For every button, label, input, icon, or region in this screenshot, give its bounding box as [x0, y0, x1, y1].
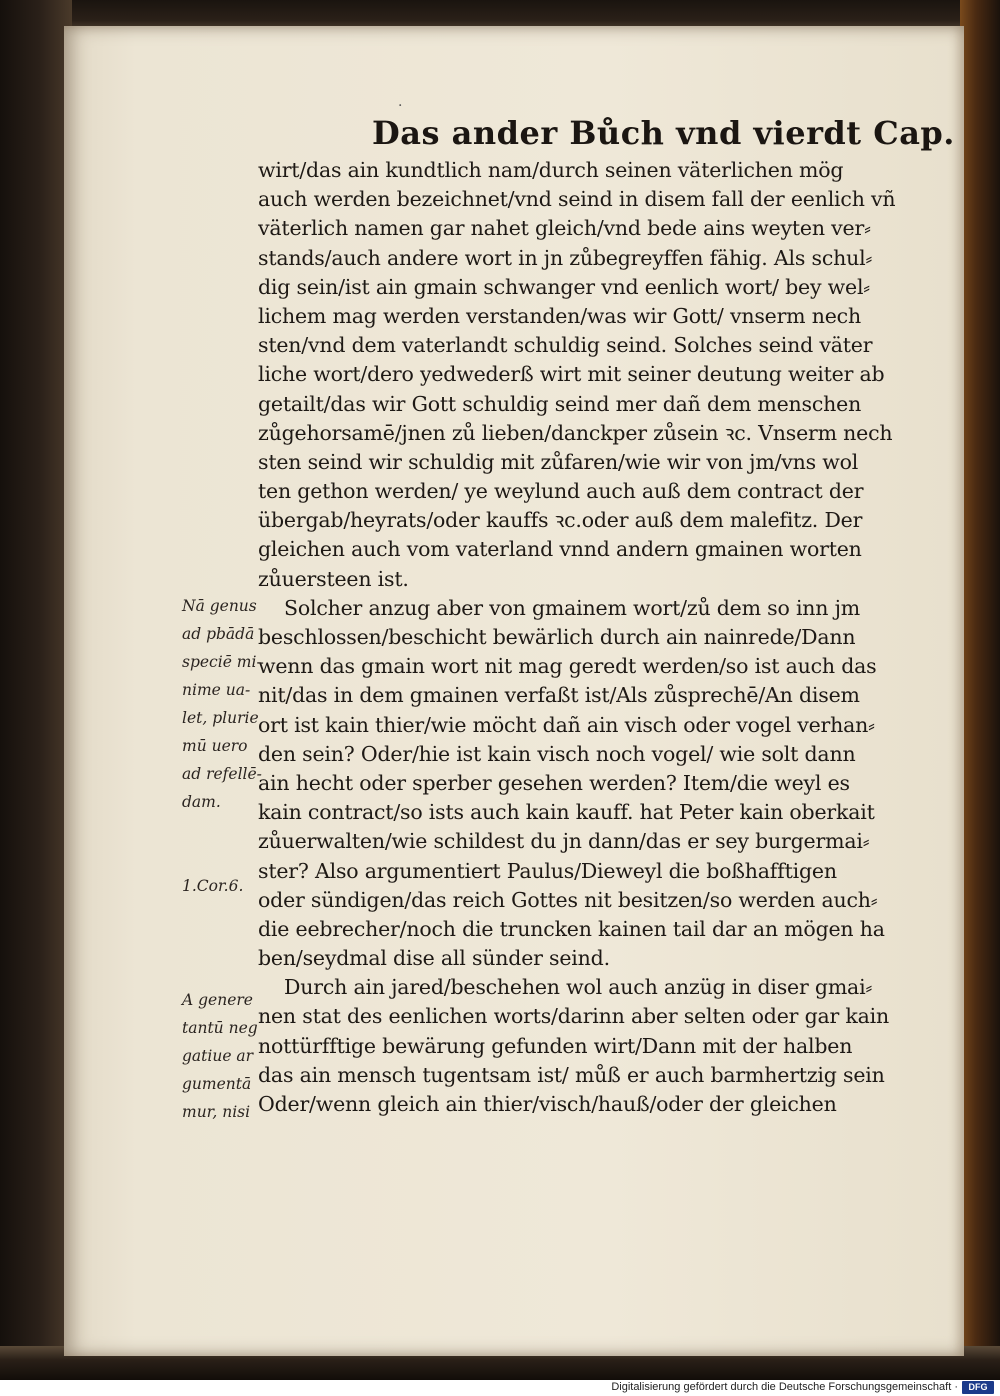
- dfg-logo: DFG: [962, 1381, 994, 1394]
- text-line: beschlossen/beschicht bewärlich durch ain nainrede/Dann: [258, 625, 856, 649]
- text-line: zůuersteen ist.: [258, 566, 409, 591]
- margin-line: ad pbādā: [182, 625, 255, 643]
- running-head: Das ander Bůch vnd vierdt Cap.: [372, 114, 955, 152]
- margin-note-cor: [182, 872, 272, 900]
- text-line: Durch ain jared/beschehen wol auch anzüg in diser gmai⸗: [284, 975, 873, 1000]
- text-line: stands/auch andere wort in jn zůbegreyffen fähig. Als schul⸗: [258, 245, 873, 270]
- text-line: übergab/heyrats/oder kauffs ꝛc.oder auß dem malefitz. Der: [258, 508, 863, 533]
- text-line: zůgehorsamē/jnen zů lieben/danckper zůsein ꝛc. Vnserm nech: [258, 420, 893, 445]
- margin-line: nime ua-: [182, 681, 251, 699]
- text-line: lichem mag werden verstanden/was wir Gott/ vnserm nech: [258, 303, 861, 328]
- margin-line: 1.Cor.6.: [182, 877, 244, 895]
- margin-line: let, plurie: [182, 709, 259, 727]
- text-line: ten gethon werden/ ye weylund auch auß dem contract der: [258, 479, 864, 504]
- text-line: ain hecht oder sperber gesehen werden? Item/die weyl es: [258, 770, 850, 795]
- text-line: kain contract/so ists auch kain kauff. hat Peter kain oberkait: [258, 800, 875, 825]
- margin-line: gatiue ar: [182, 1047, 254, 1065]
- text-line: Oder/wenn gleich ain thier/visch/hauß/oder der gleichen: [258, 1092, 837, 1116]
- scan-edge-right: [960, 0, 1000, 1380]
- margin-line: Nā genus: [182, 597, 257, 615]
- printer-mark: ·: [398, 98, 403, 114]
- text-line: dig sein/ist ain gmain schwanger vnd eenlich wort/ bey wel⸗: [258, 274, 870, 299]
- text-line: den sein? Oder/hie ist kain visch noch vogel/ wie solt dann: [258, 741, 856, 766]
- text-line: ort ist kain thier/wie möcht dañ ain visch oder vogel verhan⸗: [258, 712, 875, 737]
- funding-credit: Digitalisierung gefördert durch die Deutsche Forschungsgemeinschaft ·: [611, 1381, 958, 1393]
- margin-note-genus: [182, 592, 272, 816]
- text-line: oder sündigen/das reich Gottes nit besitzen/so werden auch⸗: [258, 887, 878, 912]
- margin-line: tantū neg: [182, 1019, 258, 1037]
- text-line: Solcher anzug aber von gmainem wort/zů dem so inn jm: [284, 595, 861, 620]
- text-line: sten seind wir schuldig mit zůfaren/wie wir von jm/vns wol: [258, 449, 859, 474]
- margin-note-genere: [182, 986, 272, 1126]
- text-line: ster? Also argumentiert Paulus/Dieweyl die boßhafftigen: [258, 858, 837, 883]
- text-line: zůuerwalten/wie schildest du jn dann/das er sey burgermai⸗: [258, 829, 870, 854]
- text-line: nottürfftige bewärung gefunden wirt/Dann mit der halben: [258, 1033, 853, 1058]
- margin-line: ad refellē-: [182, 765, 262, 783]
- margin-line: mur, nisi: [182, 1103, 251, 1121]
- margin-line: speciē mi-: [182, 653, 262, 671]
- scan-edge-left: [0, 0, 72, 1380]
- text-line: wirt/das ain kundtlich nam/durch seinen väterlichen mög: [258, 158, 844, 182]
- text-line: gleichen auch vom vaterland vnnd andern gmainen worten: [258, 537, 862, 562]
- text-line: wenn das gmain wort nit mag geredt werden/so ist auch das: [258, 654, 877, 679]
- text-line: nit/das in dem gmainen verfaßt ist/Als zůsprechē/An disem: [258, 683, 860, 708]
- text-line: die eebrecher/noch die truncken kainen tail dar an mögen ha: [258, 916, 885, 941]
- body-text: [258, 156, 958, 1119]
- text-line: auch werden bezeichnet/vnd seind in disem fall der eenlich vñ: [258, 187, 896, 212]
- text-line: getailt/das wir Gott schuldig seind mer dañ dem menschen: [258, 391, 862, 416]
- margin-line: dam.: [182, 793, 221, 811]
- margin-line: mū uero: [182, 737, 248, 755]
- text-line: sten/vnd dem vaterlandt schuldig seind. Solches seind väter: [258, 333, 873, 358]
- text-line: väterlich namen gar nahet gleich/vnd bede ains weyten ver⸗: [258, 216, 871, 241]
- text-line: liche wort/dero yedwederß wirt mit seiner deutung weiter ab: [258, 362, 885, 387]
- margin-line: A genere: [182, 991, 253, 1009]
- text-line: nen stat des eenlichen worts/darinn aber selten oder gar kain: [258, 1004, 890, 1029]
- text-line: das ain mensch tugentsam ist/ můß er auch barmhertzig sein: [258, 1062, 885, 1087]
- text-line: ben/seydmal dise all sünder seind.: [258, 946, 610, 971]
- margin-line: gumentā: [182, 1075, 252, 1093]
